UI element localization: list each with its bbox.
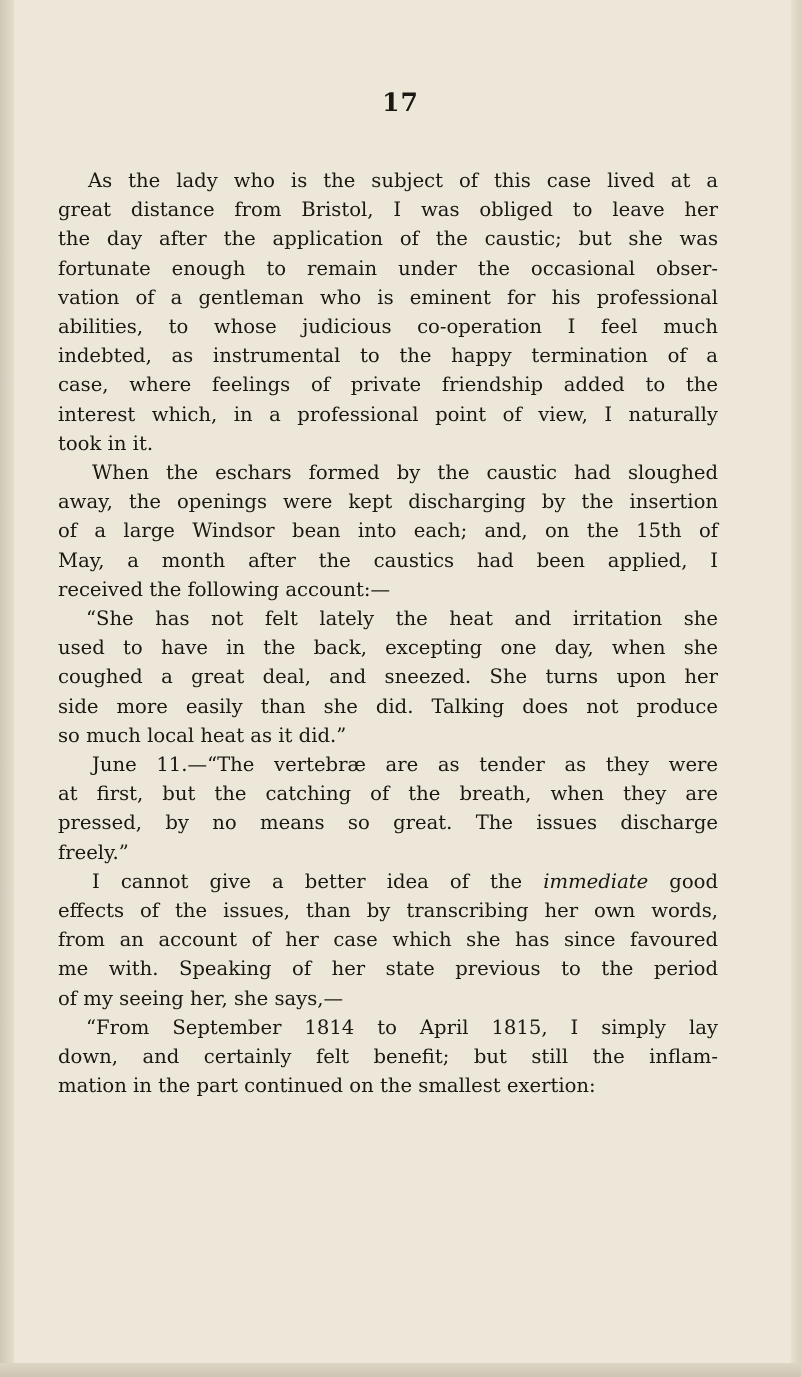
text-line: June 11.—“The vertebræ are as tender as they were bbox=[92, 753, 718, 777]
page-right-edge bbox=[791, 0, 801, 1377]
text-line: me with. Speaking of her state previous to the period bbox=[58, 957, 718, 981]
text-line: As the lady who is the subject of this case lived at a bbox=[88, 169, 718, 192]
text-line: down, and certainly felt benefit; but still the inflam- bbox=[58, 1045, 718, 1069]
text-line: fortunate enough to remain under the occasional obser- bbox=[58, 256, 718, 280]
text-line: I cannot give a better idea of the immediate good bbox=[92, 869, 718, 893]
page-left-edge bbox=[0, 0, 14, 1377]
text-line: abilities, to whose judicious co-operation I feel much bbox=[58, 315, 718, 339]
text-line: from an account of her case which she has since favoured bbox=[58, 928, 718, 952]
text-line: pressed, by no means so great. The issues discharge bbox=[58, 811, 718, 835]
text-line: case, where feelings of private friendship added to the bbox=[58, 373, 718, 397]
text-line: mation in the part continued on the smallest exertion: bbox=[58, 1074, 596, 1098]
text-line: effects of the issues, than by transcribing her own words, bbox=[58, 899, 718, 923]
text-line: used to have in the back, excepting one day, when she bbox=[58, 636, 718, 660]
text-line: “She has not felt lately the heat and irritation she bbox=[86, 607, 718, 631]
text-line: of a large Windsor bean into each; and, on the 15th of bbox=[58, 519, 718, 543]
text-line: away, the openings were kept discharging by the insertion bbox=[58, 490, 718, 514]
text-line: “From September 1814 to April 1815, I simply lay bbox=[86, 1015, 718, 1039]
text-line: of my seeing her, she says,— bbox=[58, 986, 344, 1010]
body-text bbox=[58, 166, 718, 1101]
text-line: great distance from Bristol, I was obliged to leave her bbox=[58, 198, 718, 222]
text-line: interest which, in a professional point of view, I naturally bbox=[58, 402, 718, 426]
text-line: indebted, as instrumental to the happy termination of a bbox=[58, 344, 718, 368]
text-line: May, a month after the caustics had been applied, I bbox=[58, 548, 718, 572]
text-line: vation of a gentleman who is eminent for his professional bbox=[58, 285, 718, 309]
text-line: When the eschars formed by the caustic had sloughed bbox=[92, 461, 718, 485]
text-line: freely.” bbox=[58, 840, 129, 864]
text-line: at first, but the catching of the breath, when they are bbox=[58, 782, 718, 806]
text-line: received the following account:— bbox=[58, 577, 391, 601]
text-line: side more easily than she did. Talking does not produce bbox=[58, 694, 718, 718]
italic-word: immediate bbox=[543, 869, 649, 893]
text-line: coughed a great deal, and sneezed. She turns upon her bbox=[58, 665, 718, 689]
page-number: 17 bbox=[382, 88, 419, 117]
text-line: took in it. bbox=[58, 431, 154, 455]
text-line: the day after the application of the caustic; but she was bbox=[58, 227, 718, 251]
text-line: so much local heat as it did.” bbox=[58, 723, 347, 747]
page-bottom-edge bbox=[0, 1363, 801, 1377]
